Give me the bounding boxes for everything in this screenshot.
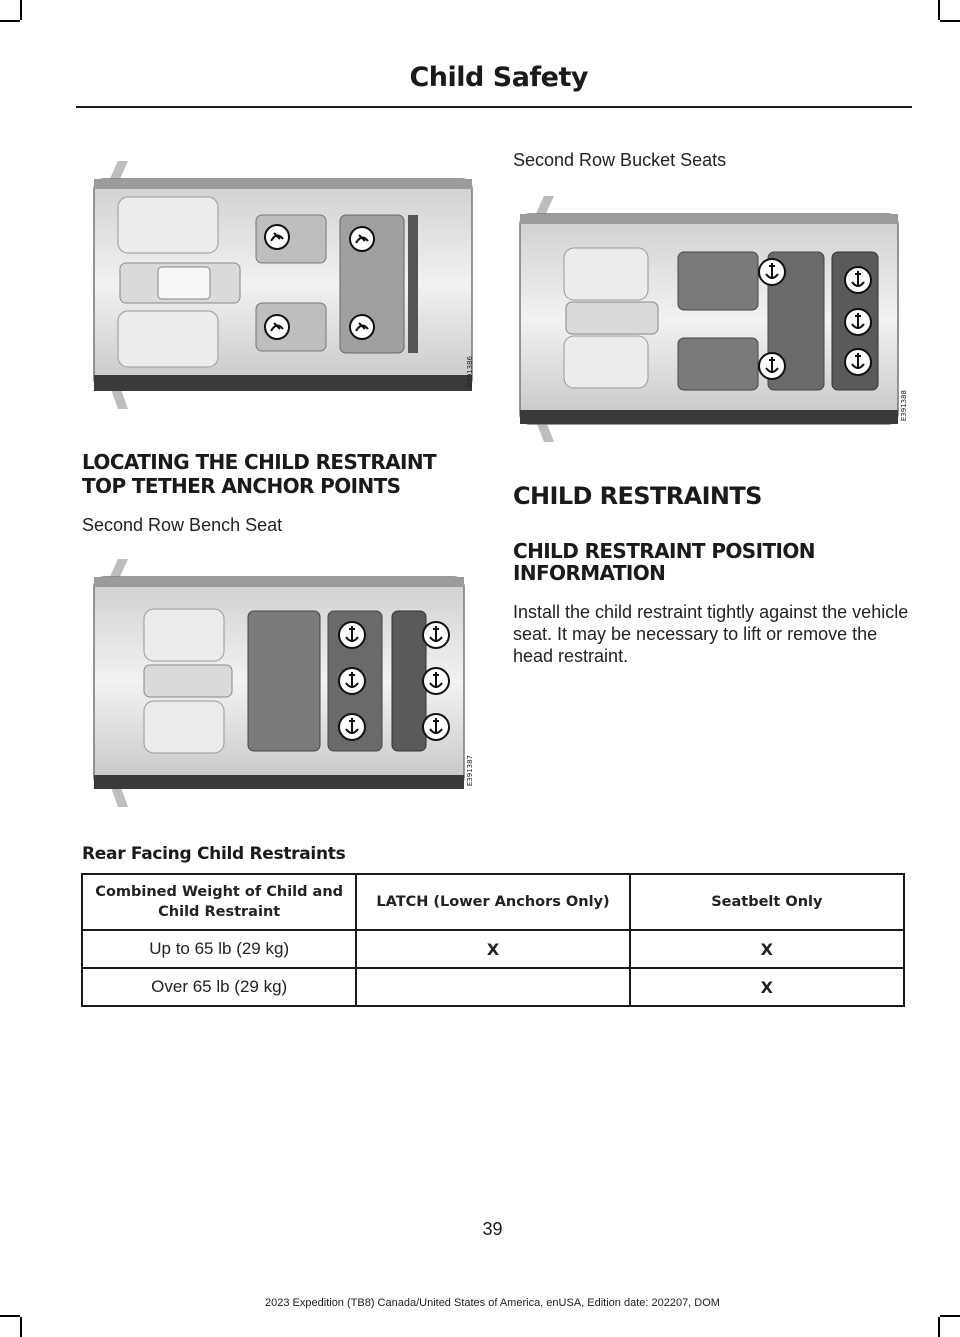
table-row [82,930,904,968]
table-header-row [82,874,904,930]
crop-mark [20,1317,22,1337]
seatbelt-cell: X [630,968,904,1006]
position-info-paragraph: Install the child restraint tightly against the vehicle seat. It may be necessary to lift or remove the head restraint. [513,602,909,666]
table-row [82,968,904,1006]
vehicle-figure-bench-anchors [88,553,476,811]
header-divider [76,106,912,108]
crop-mark [940,1315,960,1317]
figure-caption-bucket-seats: Second Row Bucket Seats [513,150,727,170]
page-header-title: Child Safety [409,62,588,93]
page-number: 39 [482,1219,503,1239]
crop-mark [0,1315,20,1317]
seatbelt-cell: X [630,930,904,968]
latch-cell [356,968,629,1006]
figure-code: E391388 [900,390,908,422]
figure-code: E391387 [466,755,474,787]
section-heading-child-restraints: CHILD RESTRAINTS [513,482,762,510]
vehicle-figure-bucket-anchors [514,190,902,446]
weight-cell: Up to 65 lb (29 kg) [82,930,356,968]
crop-mark [938,0,940,20]
figure-caption-bench-seat: Second Row Bench Seat [82,515,283,535]
crop-mark [0,20,20,22]
crop-mark [940,20,960,22]
crop-mark [938,1317,940,1337]
table-title: Rear Facing Child Restraints [82,844,346,864]
page-footer: 2023 Expedition (TB8) Canada/United States of America, enUSA, Edition date: 202207, DOM [265,1297,720,1309]
section-heading-anchor-points: LOCATING THE CHILD RESTRAINT TOP TETHER ANCHOR POINTS [82,450,437,498]
rear-facing-restraints-table [81,873,905,1007]
section-heading-position-info: CHILD RESTRAINT POSITION INFORMATION [513,539,815,585]
column-header-weight: Combined Weight of Child and Child Restraint [82,874,356,930]
latch-cell: X [356,930,629,968]
crop-mark [20,0,22,20]
figure-code: E391386 [466,356,474,388]
weight-cell: Over 65 lb (29 kg) [82,968,356,1006]
column-header-latch: LATCH (Lower Anchors Only) [356,874,629,930]
vehicle-figure-child-seats [88,153,476,413]
column-header-seatbelt: Seatbelt Only [630,874,904,930]
